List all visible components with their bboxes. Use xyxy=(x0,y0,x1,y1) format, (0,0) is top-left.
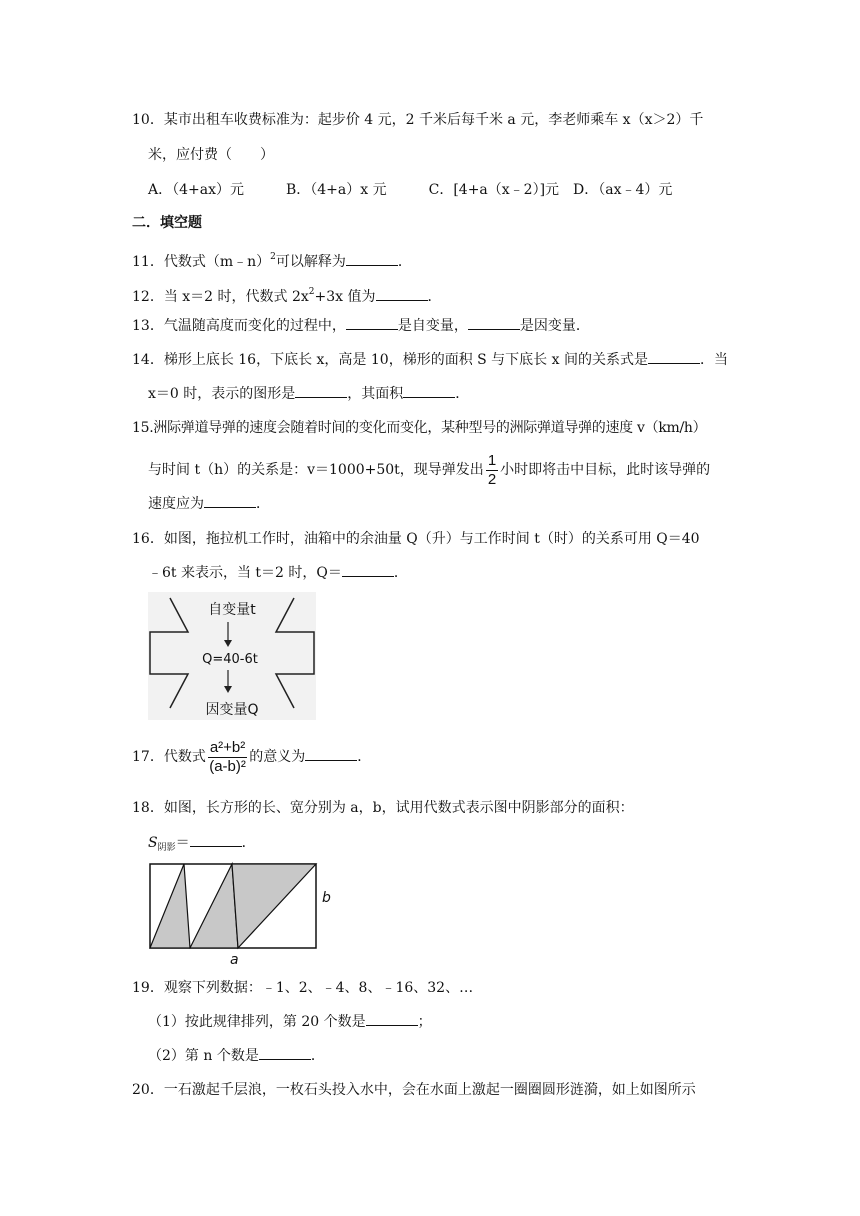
area-subscript: 阴影 xyxy=(157,843,176,853)
fraction-denominator: (a-b)² xyxy=(209,757,246,775)
q13-mid: 是自变量， xyxy=(397,318,468,334)
independent-variable-label: 自变量t xyxy=(208,602,256,618)
q10-line2: 米，应付费（ ） xyxy=(148,147,274,163)
answer-blank[interactable] xyxy=(403,385,455,398)
q13 xyxy=(132,316,590,336)
q17-post: 的意义为 xyxy=(249,749,306,765)
answer-blank[interactable] xyxy=(346,317,398,330)
q16-line2-end: ． xyxy=(393,565,408,581)
q15-line2-pre: 与时间 t（h）的关系是：v＝1000+50t，现导弹发出 xyxy=(148,462,484,478)
dependent-variable-label: 因变量Q xyxy=(205,702,259,718)
tractor-flow-figure xyxy=(148,592,316,720)
q12-text: 12．当 x＝2 时，代数式 2x xyxy=(132,289,309,305)
q14-line1-end: ．当 xyxy=(699,352,728,368)
rectangle-shaded-figure xyxy=(146,860,336,968)
q19-line1: 19．观察下列数据：﹣1、2、﹣4、8、﹣16、32、… xyxy=(132,980,474,996)
q14-text: 14．梯形上底长 16，下底长 x，高是 10，梯形的面积 S 与下底长 x 间的关系式是 xyxy=(132,352,648,368)
q13-text: 13．气温随高度而变化的过程中， xyxy=(132,318,346,334)
q17-pre: 17．代数式 xyxy=(132,749,206,765)
fraction xyxy=(208,739,247,776)
q11 xyxy=(132,247,412,272)
q19-sub1-end: ； xyxy=(417,1014,432,1030)
answer-blank[interactable] xyxy=(468,317,520,330)
q11-exponent: 2 xyxy=(270,252,276,262)
q17 xyxy=(132,735,371,779)
q12-end: ． xyxy=(427,289,442,305)
answer-blank[interactable] xyxy=(190,834,242,847)
q15-line3 xyxy=(148,494,270,514)
q14-line1 xyxy=(132,350,728,370)
label-b: b xyxy=(322,890,331,906)
q14-line2-mid: ，其面积 xyxy=(347,386,404,402)
formula-label: Q=40-6t xyxy=(202,652,258,667)
q12 xyxy=(132,282,442,307)
q13-tail: 是因变量． xyxy=(519,318,590,334)
q14-line2-end: ． xyxy=(455,386,470,402)
equals-sign: ＝ xyxy=(175,835,190,851)
q18-line1: 18．如图，长方形的长、宽分别为 a，b，试用代数式表示图中阴影部分的面积： xyxy=(132,800,634,816)
q19-sub2 xyxy=(148,1046,325,1066)
q20-line1: 20．一石激起千层浪，一枚石头投入水中，会在水面上激起一圈圈圆形涟漪，如上如图所示 xyxy=(132,1082,696,1098)
answer-blank[interactable] xyxy=(259,1047,311,1060)
q16-line2 xyxy=(148,563,408,583)
q15-line3-text: 速度应为 xyxy=(148,496,204,512)
answer-blank[interactable] xyxy=(366,1013,418,1026)
q16-line1: 16．如图，拖拉机工作时，油箱中的余油量 Q（升）与工作时间 t（时）的关系可用 Q＝40 xyxy=(132,531,700,547)
answer-blank[interactable] xyxy=(376,288,428,301)
q11-text: 11．代数式（m﹣n） xyxy=(132,254,271,270)
q19-sub2-end: ． xyxy=(310,1048,325,1064)
fraction xyxy=(486,452,498,489)
q11-tail: 可以解释为 xyxy=(275,254,346,270)
answer-blank[interactable] xyxy=(204,495,256,508)
q19-sub2-text: （2）第 n 个数是 xyxy=(148,1048,259,1064)
q15-line3-end: ． xyxy=(256,496,270,512)
label-a: a xyxy=(230,952,239,968)
q19-sub1 xyxy=(148,1012,432,1032)
q18-line2 xyxy=(148,833,256,858)
q11-end: ． xyxy=(397,254,412,270)
answer-blank[interactable] xyxy=(295,385,347,398)
q14-line2-text: x＝0 时，表示的图形是 xyxy=(148,386,296,402)
fraction-denominator: 2 xyxy=(487,470,497,488)
fraction-numerator: 1 xyxy=(487,451,497,469)
q12-tail: +3x 值为 xyxy=(314,289,376,305)
q19-sub1-text: （1）按此规律排列，第 20 个数是 xyxy=(148,1014,366,1030)
area-symbol: S xyxy=(148,835,158,851)
answer-blank[interactable] xyxy=(346,253,398,266)
q17-end: ． xyxy=(357,749,372,765)
q14-line2 xyxy=(148,384,469,404)
q12-exponent: 2 xyxy=(308,287,315,297)
q10-options: A．（4+ax）元 B．（4+a）x 元 C．[4+a（x﹣2）]元 D．（ax﹣4）元 xyxy=(148,182,673,198)
q18-end: ． xyxy=(241,835,256,851)
section-title-fill-in: 二．填空题 xyxy=(132,215,202,231)
q10-line1: 10．某市出租车收费标准为：起步价 4 元，2 千米后每千米 a 元，李老师乘车 x（x＞2）千 xyxy=(132,112,704,128)
q15-line1: 15.洲际弹道导弹的速度会随着时间的变化而变化，某种型号的洲际弹道导弹的速度 v（km/h） xyxy=(132,420,707,436)
q15-line2 xyxy=(148,450,710,490)
answer-blank[interactable] xyxy=(305,748,357,761)
answer-blank[interactable] xyxy=(648,351,700,364)
answer-blank[interactable] xyxy=(342,564,394,577)
q15-line2-post: 小时即将击中目标，此时该导弹的 xyxy=(500,462,711,478)
fraction-numerator: a²+b² xyxy=(209,738,246,756)
q16-line2-text: ﹣6t 来表示，当 t＝2 时，Q＝ xyxy=(148,565,342,581)
